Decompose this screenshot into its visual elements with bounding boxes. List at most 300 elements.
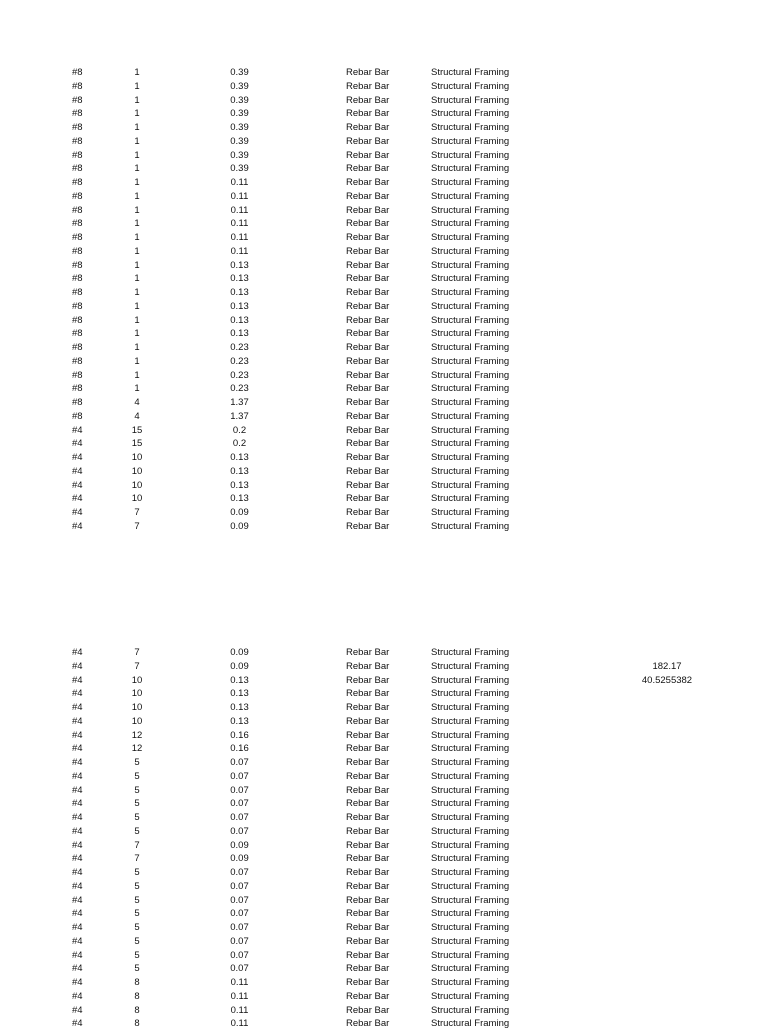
category-cell: Structural Framing [431,660,510,672]
category-cell: Structural Framing [431,218,510,230]
volume-cell: 0.39 [230,149,249,161]
quantity-cell: 1 [134,190,140,202]
category-cell: Structural Framing [431,122,510,133]
bar-size-cell: #4 [72,757,83,768]
category-cell: Structural Framing [431,465,510,477]
bar-size-cell: #8 [72,259,83,271]
bar-size-cell: #4 [72,674,83,686]
volume-cell: 0.11 [230,1018,249,1030]
bar-size-cell: #4 [72,507,83,518]
bar-size-cell: #4 [72,438,83,450]
family-cell: Rebar Bar [346,410,390,422]
volume-cell: 0.07 [230,894,249,906]
volume-cell: 0.23 [230,383,249,395]
quantity-cell: 10 [131,493,143,505]
table-row [0,811,768,825]
bar-size-cell: #4 [72,1018,83,1030]
quantity-cell: 1 [134,383,140,395]
table-row [0,990,768,1004]
category-cell: Structural Framing [431,647,510,658]
family-cell: Rebar Bar [346,757,390,768]
category-cell: Structural Framing [431,452,510,463]
table-row [0,300,768,314]
category-cell: Structural Framing [431,355,510,367]
table-row [0,742,768,756]
quantity-cell: 12 [131,729,143,741]
bar-size-cell: #4 [72,660,83,672]
volume-cell: 0.39 [230,122,249,133]
quantity-cell: 10 [131,715,143,727]
volume-cell: 1.37 [230,397,249,408]
bar-size-cell: #4 [72,702,83,713]
table-row [0,121,768,135]
table-row [0,976,768,990]
table-row [0,921,768,935]
family-cell: Rebar Bar [346,894,390,906]
category-cell: Structural Framing [431,949,510,961]
table-row [0,715,768,729]
quantity-cell: 1 [134,218,140,230]
volume-cell: 0.11 [230,232,249,243]
volume-cell: 1.37 [230,410,249,422]
table-row [0,437,768,451]
quantity-cell: 1 [134,245,140,257]
family-cell: Rebar Bar [346,245,390,257]
table-row [0,520,768,534]
quantity-cell: 12 [131,743,143,755]
quantity-cell: 1 [134,80,140,92]
family-cell: Rebar Bar [346,1004,390,1016]
family-cell: Rebar Bar [346,1018,390,1030]
quantity-cell: 5 [134,908,140,920]
quantity-cell: 10 [131,452,143,463]
family-cell: Rebar Bar [346,935,390,947]
summary-average: 40.5255382 [641,675,693,686]
volume-cell: 0.13 [230,314,249,326]
family-cell: Rebar Bar [346,798,390,810]
category-cell: Structural Framing [431,438,510,450]
table-row [0,1017,768,1031]
volume-cell: 0.07 [230,935,249,947]
quantity-cell: 1 [134,122,140,133]
table-row [0,866,768,880]
volume-cell: 0.07 [230,867,249,878]
quantity-cell: 15 [131,438,143,450]
bar-size-cell: #4 [72,465,83,477]
volume-cell: 0.13 [230,674,249,686]
family-cell: Rebar Bar [346,743,390,755]
table-row [0,107,768,121]
table-row [0,341,768,355]
family-cell: Rebar Bar [346,660,390,672]
family-cell: Rebar Bar [346,190,390,202]
quantity-cell: 5 [134,825,140,837]
table-row [0,66,768,80]
table-row [0,506,768,520]
table-row [0,852,768,866]
table-row [0,286,768,300]
volume-cell: 0.2 [232,424,247,436]
family-cell: Rebar Bar [346,479,390,491]
quantity-cell: 5 [134,949,140,961]
volume-cell: 0.39 [230,67,249,78]
family-cell: Rebar Bar [346,328,390,340]
category-cell: Structural Framing [431,424,510,436]
table-row [0,149,768,163]
volume-cell: 0.09 [230,647,249,658]
category-cell: Structural Framing [431,80,510,92]
family-cell: Rebar Bar [346,259,390,271]
quantity-cell: 5 [134,770,140,782]
category-cell: Structural Framing [431,507,510,518]
volume-cell: 0.09 [230,853,249,865]
quantity-cell: 1 [134,369,140,381]
quantity-cell: 8 [134,977,140,988]
volume-cell: 0.23 [230,342,249,353]
category-cell: Structural Framing [431,674,510,686]
table-row [0,245,768,259]
bar-size-cell: #8 [72,273,83,285]
category-cell: Structural Framing [431,729,510,741]
category-cell: Structural Framing [431,894,510,906]
quantity-cell: 1 [134,328,140,340]
bar-size-cell: #4 [72,493,83,505]
bar-size-cell: #4 [72,963,83,975]
table-row [0,479,768,493]
quantity-cell: 5 [134,922,140,933]
bar-size-cell: #4 [72,825,83,837]
quantity-cell: 5 [134,963,140,975]
bar-size-cell: #4 [72,479,83,491]
table-row [0,894,768,908]
family-cell: Rebar Bar [346,729,390,741]
category-cell: Structural Framing [431,300,510,312]
bar-size-cell: #4 [72,798,83,810]
family-cell: Rebar Bar [346,149,390,161]
volume-cell: 0.13 [230,328,249,340]
volume-cell: 0.13 [230,259,249,271]
family-cell: Rebar Bar [346,355,390,367]
category-cell: Structural Framing [431,410,510,422]
volume-cell: 0.39 [230,163,249,175]
table-row [0,880,768,894]
table-row [0,465,768,479]
category-cell: Structural Framing [431,273,510,285]
category-cell: Structural Framing [431,922,510,933]
quantity-cell: 5 [134,757,140,768]
quantity-cell: 1 [134,163,140,175]
family-cell: Rebar Bar [346,163,390,175]
family-cell: Rebar Bar [346,688,390,700]
bar-size-cell: #4 [72,839,83,851]
bar-size-cell: #8 [72,204,83,216]
quantity-cell: 1 [134,204,140,216]
volume-cell: 0.16 [230,729,249,741]
volume-cell: 0.07 [230,880,249,892]
quantity-cell: 5 [134,812,140,823]
volume-cell: 0.39 [230,108,249,120]
table-row [0,784,768,798]
family-cell: Rebar Bar [346,287,390,298]
bar-size-cell: #4 [72,715,83,727]
table-row [0,962,768,976]
category-cell: Structural Framing [431,715,510,727]
quantity-cell: 15 [131,424,143,436]
table-row [0,756,768,770]
volume-cell: 0.39 [230,80,249,92]
family-cell: Rebar Bar [346,383,390,395]
table-row [0,204,768,218]
volume-cell: 0.13 [230,465,249,477]
family-cell: Rebar Bar [346,853,390,865]
family-cell: Rebar Bar [346,438,390,450]
table-row [0,314,768,328]
category-cell: Structural Framing [431,190,510,202]
table-row [0,907,768,921]
category-cell: Structural Framing [431,688,510,700]
quantity-cell: 5 [134,894,140,906]
family-cell: Rebar Bar [346,867,390,878]
volume-cell: 0.13 [230,702,249,713]
category-cell: Structural Framing [431,108,510,120]
family-cell: Rebar Bar [346,839,390,851]
bar-size-cell: #8 [72,328,83,340]
family-cell: Rebar Bar [346,770,390,782]
family-cell: Rebar Bar [346,880,390,892]
category-cell: Structural Framing [431,839,510,851]
category-cell: Structural Framing [431,397,510,408]
volume-cell: 0.39 [230,94,249,106]
bar-size-cell: #4 [72,520,83,532]
table-row [0,80,768,94]
family-cell: Rebar Bar [346,702,390,713]
family-cell: Rebar Bar [346,812,390,823]
bar-size-cell: #8 [72,245,83,257]
volume-cell: 0.13 [230,300,249,312]
table-row [0,259,768,273]
category-cell: Structural Framing [431,757,510,768]
volume-cell: 0.11 [230,977,249,988]
quantity-cell: 10 [131,479,143,491]
family-cell: Rebar Bar [346,949,390,961]
volume-cell: 0.07 [230,825,249,837]
bar-size-cell: #8 [72,94,83,106]
table-row [0,687,768,701]
category-cell: Structural Framing [431,963,510,975]
quantity-cell: 5 [134,867,140,878]
bar-size-cell: #4 [72,770,83,782]
summary-total: 182.17 [652,661,682,672]
bar-size-cell: #4 [72,922,83,933]
category-cell: Structural Framing [431,798,510,810]
category-cell: Structural Framing [431,383,510,395]
table-row [0,369,768,383]
quantity-cell: 1 [134,108,140,120]
bar-size-cell: #8 [72,397,83,408]
category-cell: Structural Framing [431,784,510,796]
bar-size-cell: #4 [72,880,83,892]
family-cell: Rebar Bar [346,465,390,477]
table-row [0,839,768,853]
table-row [0,355,768,369]
quantity-cell: 7 [134,507,140,518]
volume-cell: 0.07 [230,908,249,920]
category-cell: Structural Framing [431,908,510,920]
family-cell: Rebar Bar [346,94,390,106]
quantity-cell: 7 [134,647,140,658]
quantity-cell: 1 [134,342,140,353]
bar-size-cell: #4 [72,452,83,463]
table-block-1 [0,66,768,534]
category-cell: Structural Framing [431,977,510,988]
quantity-cell: 1 [134,232,140,243]
quantity-cell: 7 [134,839,140,851]
category-cell: Structural Framing [431,259,510,271]
volume-cell: 0.09 [230,660,249,672]
quantity-cell: 1 [134,300,140,312]
category-cell: Structural Framing [431,743,510,755]
bar-size-cell: #8 [72,287,83,298]
quantity-cell: 4 [134,410,140,422]
bar-size-cell: #8 [72,177,83,188]
bar-size-cell: #4 [72,867,83,878]
quantity-cell: 10 [131,688,143,700]
category-cell: Structural Framing [431,245,510,257]
bar-size-cell: #8 [72,383,83,395]
table-row [0,701,768,715]
category-cell: Structural Framing [431,479,510,491]
category-cell: Structural Framing [431,702,510,713]
table-row [0,492,768,506]
bar-size-cell: #4 [72,894,83,906]
volume-cell: 0.07 [230,784,249,796]
family-cell: Rebar Bar [346,977,390,988]
quantity-cell: 1 [134,94,140,106]
volume-cell: 0.07 [230,770,249,782]
bar-size-cell: #8 [72,232,83,243]
family-cell: Rebar Bar [346,204,390,216]
table-row [0,272,768,286]
bar-size-cell: #4 [72,990,83,1002]
family-cell: Rebar Bar [346,784,390,796]
family-cell: Rebar Bar [346,342,390,353]
family-cell: Rebar Bar [346,273,390,285]
category-cell: Structural Framing [431,853,510,865]
volume-cell: 0.2 [232,438,247,450]
quantity-cell: 1 [134,273,140,285]
category-cell: Structural Framing [431,149,510,161]
category-cell: Structural Framing [431,812,510,823]
quantity-cell: 5 [134,798,140,810]
family-cell: Rebar Bar [346,825,390,837]
quantity-cell: 1 [134,149,140,161]
table-row [0,424,768,438]
volume-cell: 0.09 [230,839,249,851]
family-cell: Rebar Bar [346,990,390,1002]
volume-cell: 0.07 [230,963,249,975]
quantity-cell: 10 [131,465,143,477]
volume-cell: 0.13 [230,715,249,727]
table-row [0,770,768,784]
bar-size-cell: #4 [72,647,83,658]
quantity-cell: 1 [134,314,140,326]
bar-size-cell: #4 [72,1004,83,1016]
quantity-cell: 10 [131,674,143,686]
volume-cell: 0.23 [230,369,249,381]
category-cell: Structural Framing [431,328,510,340]
volume-cell: 0.07 [230,798,249,810]
family-cell: Rebar Bar [346,397,390,408]
family-cell: Rebar Bar [346,135,390,147]
quantity-cell: 1 [134,177,140,188]
quantity-cell: 1 [134,135,140,147]
category-cell: Structural Framing [431,825,510,837]
bar-size-cell: #8 [72,300,83,312]
bar-size-cell: #4 [72,743,83,755]
family-cell: Rebar Bar [346,218,390,230]
family-cell: Rebar Bar [346,922,390,933]
quantity-cell: 5 [134,784,140,796]
volume-cell: 0.13 [230,273,249,285]
category-cell: Structural Framing [431,314,510,326]
category-cell: Structural Framing [431,67,510,78]
family-cell: Rebar Bar [346,647,390,658]
table-row [0,825,768,839]
volume-cell: 0.11 [230,177,249,188]
category-cell: Structural Framing [431,770,510,782]
category-cell: Structural Framing [431,867,510,878]
volume-cell: 0.09 [230,520,249,532]
bar-size-cell: #4 [72,977,83,988]
category-cell: Structural Framing [431,204,510,216]
bar-size-cell: #8 [72,80,83,92]
category-cell: Structural Framing [431,990,510,1002]
family-cell: Rebar Bar [346,122,390,133]
volume-cell: 0.39 [230,135,249,147]
table-row [0,327,768,341]
family-cell: Rebar Bar [346,80,390,92]
bar-size-cell: #4 [72,729,83,741]
family-cell: Rebar Bar [346,314,390,326]
category-cell: Structural Framing [431,1018,510,1030]
quantity-cell: 7 [134,853,140,865]
volume-cell: 0.11 [230,1004,249,1016]
quantity-cell: 8 [134,1018,140,1030]
bar-size-cell: #4 [72,853,83,865]
family-cell: Rebar Bar [346,452,390,463]
bar-size-cell: #8 [72,122,83,133]
bar-size-cell: #4 [72,935,83,947]
family-cell: Rebar Bar [346,67,390,78]
bar-size-cell: #4 [72,688,83,700]
table-row [0,176,768,190]
quantity-cell: 5 [134,880,140,892]
table-row [0,410,768,424]
bar-size-cell: #8 [72,355,83,367]
bar-size-cell: #8 [72,108,83,120]
family-cell: Rebar Bar [346,715,390,727]
table-row [0,382,768,396]
bar-size-cell: #8 [72,190,83,202]
table-row [0,1004,768,1018]
table-row [0,451,768,465]
quantity-cell: 8 [134,990,140,1002]
table-row [0,94,768,108]
bar-size-cell: #8 [72,314,83,326]
table-row [0,396,768,410]
table-row [0,729,768,743]
family-cell: Rebar Bar [346,493,390,505]
